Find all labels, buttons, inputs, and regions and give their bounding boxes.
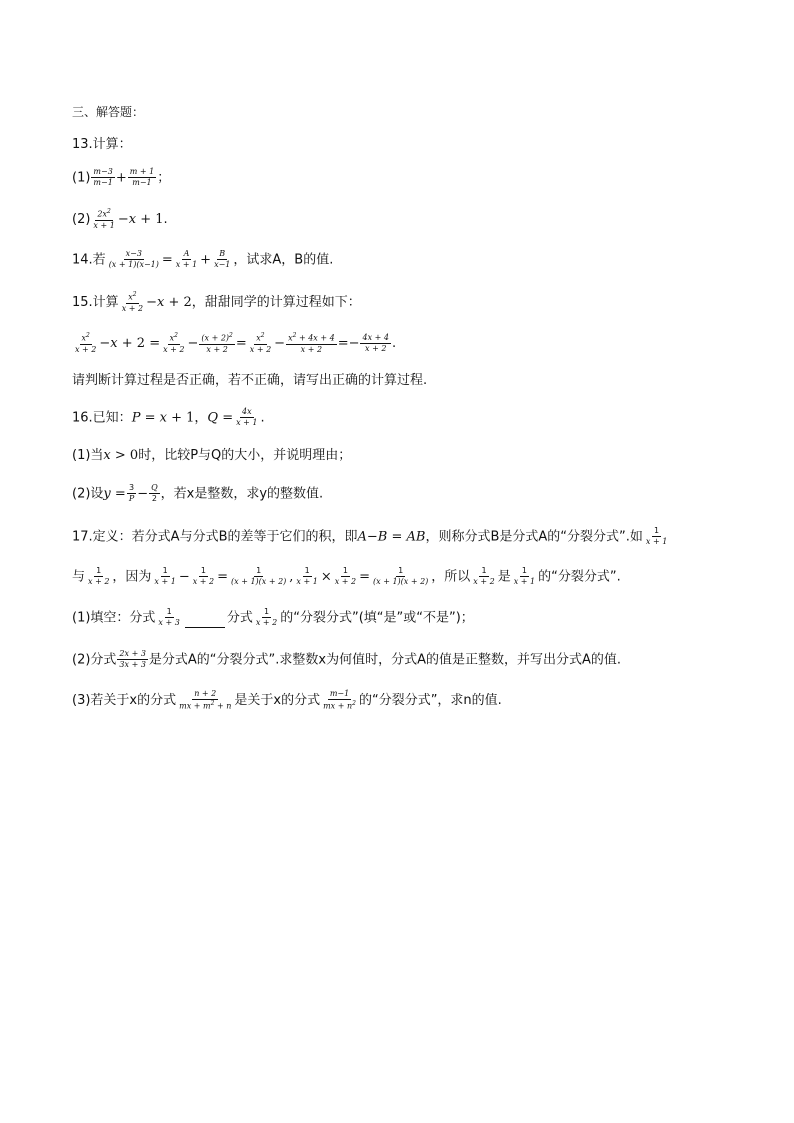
q17-part1: (1)填空：分式 $\frac{1}{x + 3}$ 分式 $\frac{1}{x + 2}$ 的“分裂分式”(填“是”或“不是”)；: [72, 607, 474, 628]
q17-example: 与 $\frac{1}{x + 2}$ ，因为 $\frac{1}{x + 1}$ − $\frac{1}{x + 2}$ = $\frac{1}{(x + 1)(x + 2)}$ , $\frac{1}{x + 1}$ × $\frac{1}{x + 2}$ = $\frac{1}{(x + 1)(x + 2)}$ ，所以 $\frac{1}{x + 2}$ 是 $\frac{1}{x + 1}$ 的“分裂分式”.: [72, 566, 621, 587]
q13-part2: (2) $\frac{2x^2}{x + 1}$ −x + 1.: [72, 208, 168, 231]
q15-title: 15.计算 $\frac{x^2}{x + 2}$ −x + 2，甜甜同学的计算过程如下：: [72, 291, 361, 314]
q16-part1: (1)当x > 0时，比较P与Q的大小，并说明理由；: [72, 448, 352, 463]
q17-part3: (3)若关于x的分式 $\frac{n + 2}{mx + m^2 + n}$ 是关于x的分式 $\frac{m-1}{mx + n^2}$ 的“分裂分式”，求n的值.: [72, 689, 502, 712]
q15-process: $\frac{x^2}{x + 2}$ −x + 2 = $\frac{x^2}{x + 2}$ − $\frac{(x + 2)^2}{x + 2}$ = $\frac{x^2}{x + 2}$ − $\frac{x^2 + 4x + 4}{x + 2}$ =− $\frac{4x + 4}{x + 2}$ .: [75, 332, 397, 355]
q16-part2: (2)设y = $\frac{3}{P}$ − $\frac{Q}{2}$ ，若x是整数，求y的整数值.: [72, 483, 324, 504]
q17-definition: 17.定义：若分式A与分式B的差等于它们的积，即A−B = AB，则称分式B是分式A的“分裂分式”.如 $\frac{1}{x + 1}$: [72, 526, 668, 547]
q17-part2: (2)分式 $\frac{2x + 3}{3x + 3}$ 是分式A的“分裂分式”.求整数x为何值时，分式A的值是正整数，并写出分式A的值.: [72, 649, 622, 670]
q13-title: 13.计算：: [72, 137, 132, 152]
q14-text: 14.若 $\frac{x-3}{(x + 1)(x-1)}$ = $\frac{A}{x + 1}$ + $\frac{B}{x-1}$ ，试求A，B的值.: [72, 249, 334, 270]
q15-question: 请判断计算过程是否正确，若不正确，请写出正确的计算过程.: [72, 373, 428, 388]
section-heading: 三、解答题：: [72, 105, 145, 119]
answer-blank[interactable]: [185, 617, 225, 628]
q16-title: 16.已知：P = x + 1，Q = $\frac{4x}{x + 1}$ .: [72, 407, 265, 428]
q13-part1: (1) $\frac{m-3}{m-1}$ + $\frac{m + 1}{m-1}$ ；: [72, 167, 171, 188]
